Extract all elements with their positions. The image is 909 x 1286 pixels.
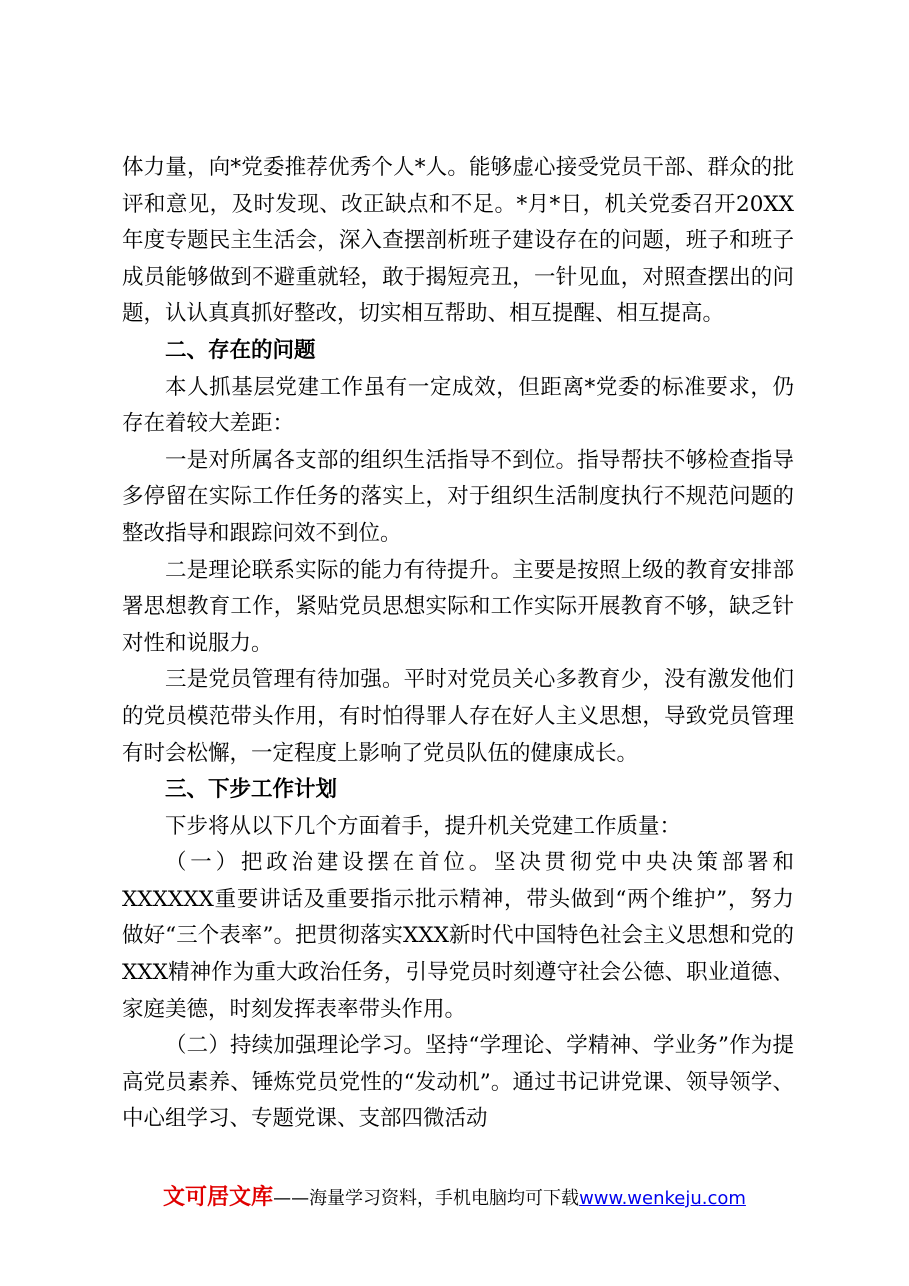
section-heading: 二、存在的问题 [165,337,316,363]
paragraph: 下步将从以下几个方面着手，提升机关党建工作质量： [165,813,682,839]
paragraph: 一是对所属各支部的组织生活指导不到位。指导帮扶不够检查指导多停留在实际工作任务的落实上，对于组织生活制度执行不规范问题的整改指导和跟踪问效不到位。 [122,447,794,546]
section-heading: 三、下步工作计划 [165,777,338,803]
paragraph: 本人抓基层党建工作虽有一定成效，但距离*党委的标准要求，仍存在着较大差距： [122,374,794,437]
document-body [122,150,794,1138]
footer-banner [0,1180,909,1211]
paragraph: 二是理论联系实际的能力有待提升。主要是按照上级的教育安排部署思想教育工作，紧贴党员思想实际和工作实际开展教育不够，缺乏针对性和说服力。 [122,557,794,656]
footer-link[interactable]: www.wenkeju.com [579,1188,746,1209]
paragraph: （二）持续加强理论学习。坚持“学理论、学精神、学业务”作为提高党员素养、锤炼党员党性的“发动机”。通过书记讲党课、领导领学、中心组学习、专题党课、支部四微活动 [122,1033,794,1132]
paragraph: 体力量，向*党委推荐优秀个人*人。能够虚心接受党员干部、群众的批评和意见，及时发现、改正缺点和不足。*月*日，机关党委召开20XX年度专题民主生活会，深入查摆剖析班子建设存在的问题，班子和班子成员能够做到不避重就轻，敢于揭短亮丑，一针见血，对照查摆出的问题，认认真真抓好整改，切实相互帮助、相互提醒、相互提高。 [122,155,794,327]
paragraph: （一）把政治建设摆在首位。坚决贯彻党中央决策部署和XXXXXX重要讲话及重要指示批示精神，带头做到“两个维护”，努力做好“三个表率”。把贯彻落实XXX新时代中国特色社会主义思想和党的XXX精神作为重大政治任务，引导党员时刻遵守社会公德、职业道德、家庭美德，时刻发挥表率带头作用。 [122,850,794,1022]
footer-tagline: ——海量学习资料，手机电脑均可下载 [273,1188,580,1209]
footer-brand: 文可居文库 [163,1185,274,1210]
paragraph: 三是党员管理有待加强。平时对党员关心多教育少，没有激发他们的党员模范带头作用，有时怕得罪人存在好人主义思想，导致党员管理有时会松懈，一定程度上影响了党员队伍的健康成长。 [122,667,794,766]
